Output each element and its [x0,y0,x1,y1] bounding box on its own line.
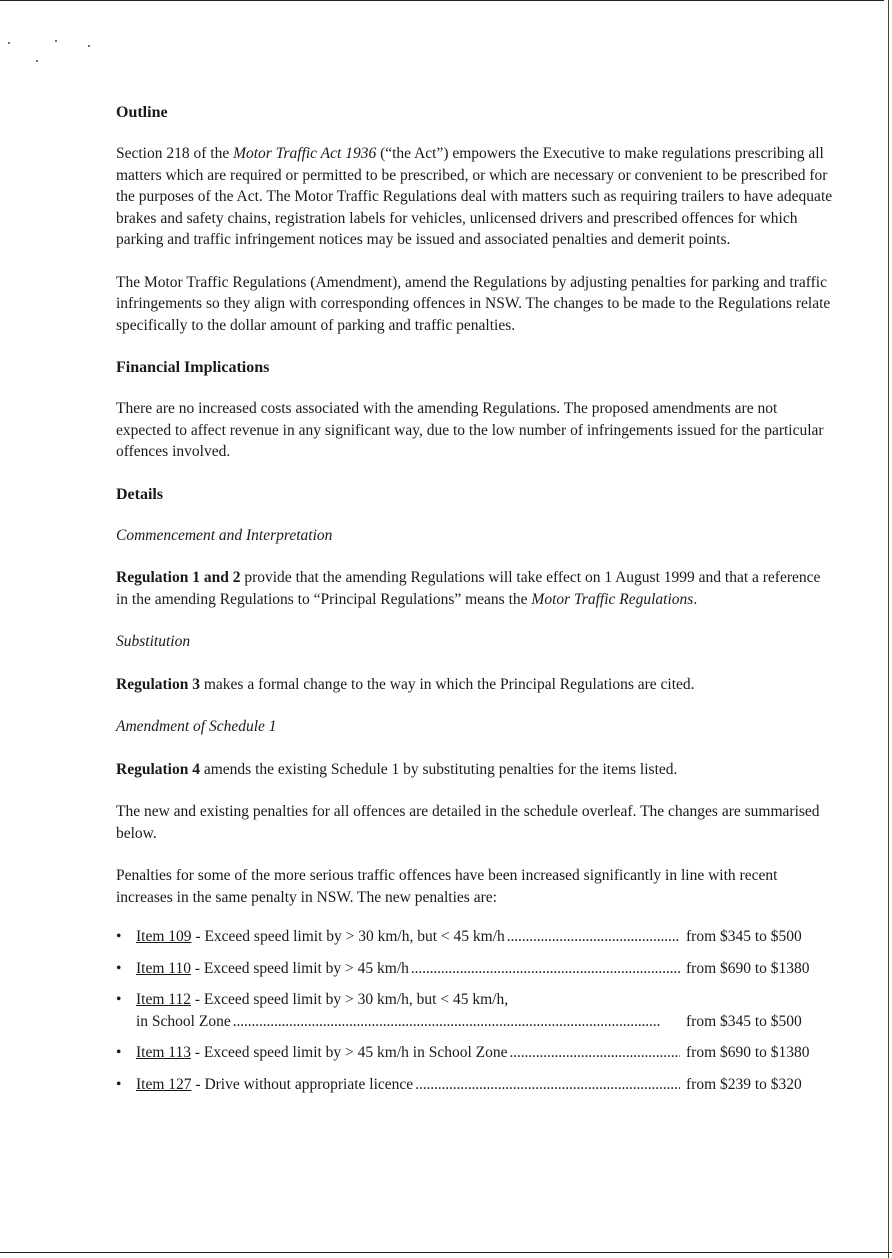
regulation-label: Regulation 4 [116,760,200,778]
regulation-3-paragraph [116,674,836,696]
dot-leader [510,1042,680,1064]
outline-heading: Outline [116,104,168,121]
regulations-title: Motor Traffic Regulations [531,590,694,608]
penalty-change: from $239 to $320 [686,1075,802,1093]
item-description: - Exceed speed limit by > 45 km/h [190,959,409,977]
penalty-list [116,926,836,1095]
bottom-border-line [0,1252,892,1253]
regulation-label: Regulation 1 and 2 [116,569,241,586]
penalty-change: from $345 to $500 [686,1012,802,1030]
subheading-substitution: Substitution [116,633,191,650]
subheading-amendment: Amendment of Schedule 1 [116,718,277,735]
penalty-change: from $690 to $1380 [686,959,810,977]
right-border-line [888,0,889,1258]
item-description: - Exceed speed limit by > 30 km/h, but < 45 km/h, [190,991,509,1008]
item-description: - Exceed speed limit by > 30 km/h, but < 45 km/h [191,928,505,945]
regulation-text-end: . [693,590,698,608]
outline-paragraph-2: The Motor Traffic Regulations (Amendment), amend the Regulations by adjusting penalties for parking and traffic infringements so they align with corresponding offences in NSW. The changes to be made to the Regulations relate specifically to the dollar amount of parking and traffic penalties. [116,273,831,334]
list-item [116,989,836,1032]
regulation-text: makes a formal change to the way in which the Principal Regulations are cited. [199,675,695,693]
penalty-change: from $690 to $1380 [686,1044,810,1061]
dot-leader [415,1074,680,1096]
item-number: Item 109 [136,928,192,945]
list-item [116,1074,836,1096]
dot-leader [411,958,680,980]
regulation-4-paragraph [116,759,836,781]
item-number: Item 110 [136,959,191,977]
regulation-label: Regulation 3 [116,675,200,693]
scan-speck [88,45,90,47]
regulation-text: provide that the amending Regulations will take effect on 1 August 1999 and that a reference in the amending Regulations to “Principal Regulations” means the [116,569,821,608]
item-number: Item 127 [136,1075,192,1093]
financial-paragraph: There are no increased costs associated with the amending Regulations. The proposed amendments are not expected to affect revenue in any significant way, due to the low number of infringements issued for the particular offences involved. [116,400,824,460]
item-number: Item 112 [136,991,191,1008]
regulation-1-2-paragraph [116,567,836,610]
outline-paragraph-1 [116,143,836,251]
item-number: Item 113 [136,1044,191,1061]
outline-p1-text-rest: (“the Act”) empowers the Executive to make regulations prescribing all matters which are required or permitted to be prescribed, or which are necessary or convenient to be prescribed for the purposes of the Act. The Motor Traffic Regulations deal with matters such as requiring trailers to have adequate brakes and safety chains, registration labels for vehicles, unlicensed drivers and prescribed offences for which parking and traffic infringement notices may be issued and associated penalties and demerit points. [116,145,833,248]
scan-speck [55,40,57,42]
details-heading: Details [116,485,164,503]
penalty-change: from $345 to $500 [686,928,802,945]
dot-leader [233,1011,680,1033]
penalties-paragraph: Penalties for some of the more serious traffic offences have been increased significantly in line with recent increases in the same penalty in NSW. The new penalties are: [116,867,778,906]
scan-speck [8,42,10,44]
schedule-paragraph: The new and existing penalties for all offences are detailed in the schedule overleaf. The changes are summarised below. [116,803,820,842]
top-border-line [0,0,884,1]
item-description: - Drive without appropriate licence [191,1075,414,1093]
item-description: - Exceed speed limit by > 45 km/h in School Zone [190,1044,508,1061]
list-item [116,926,836,948]
financial-heading: Financial Implications [116,359,270,376]
document-page [116,102,836,1105]
regulation-text: amends the existing Schedule 1 by substituting penalties for the items listed. [199,760,678,778]
list-item [116,1042,836,1064]
subheading-commencement: Commencement and Interpretation [116,526,333,544]
list-item [116,958,836,980]
outline-p1-text: Section 218 of the [116,145,234,162]
scan-speck [36,60,38,62]
act-title: Motor Traffic Act 1936 [233,145,377,162]
dot-leader [507,926,680,948]
item-description-continued: in School Zone [136,1012,231,1030]
